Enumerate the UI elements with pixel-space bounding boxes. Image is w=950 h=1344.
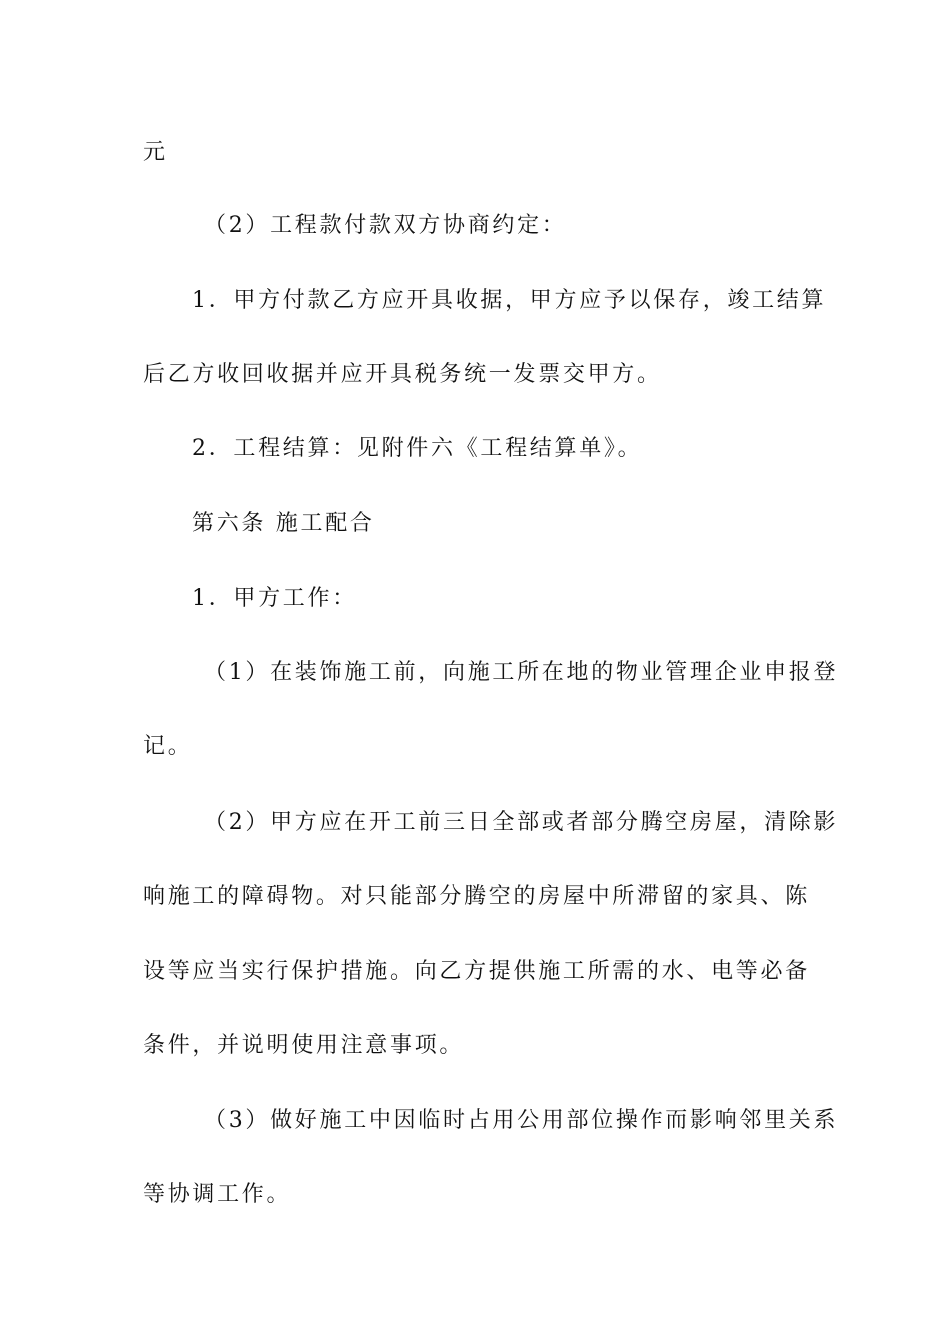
text-line: 条件，并说明使用注意事项。: [143, 1033, 465, 1058]
text-line: 1．甲方工作：: [192, 586, 357, 611]
text-line: 等协调工作。: [143, 1182, 292, 1207]
text-line: 响施工的障碍物。对只能部分腾空的房屋中所滞留的家具、陈: [143, 884, 810, 909]
text-line: 元: [143, 140, 168, 165]
text-line: （1）在装饰施工前，向施工所在地的物业管理企业申报登: [204, 660, 839, 685]
text-line: 记。: [143, 734, 193, 759]
text-line: 2．工程结算：见附件六《工程结算单》。: [192, 436, 643, 461]
section-heading: 第六条 施工配合: [192, 511, 375, 536]
text-line: （3）做好施工中因临时占用公用部位操作而影响邻里关系: [204, 1108, 839, 1133]
text-line: （2）甲方应在开工前三日全部或者部分腾空房屋，清除影: [204, 810, 839, 835]
text-line: 设等应当实行保护措施。向乙方提供施工所需的水、电等必备: [143, 959, 810, 984]
text-line: 后乙方收回收据并应开具税务统一发票交甲方。: [143, 362, 662, 387]
text-line: （2）工程款付款双方协商约定：: [204, 213, 567, 238]
text-line: 1．甲方付款乙方应开具收据，甲方应予以保存，竣工结算: [192, 288, 827, 313]
